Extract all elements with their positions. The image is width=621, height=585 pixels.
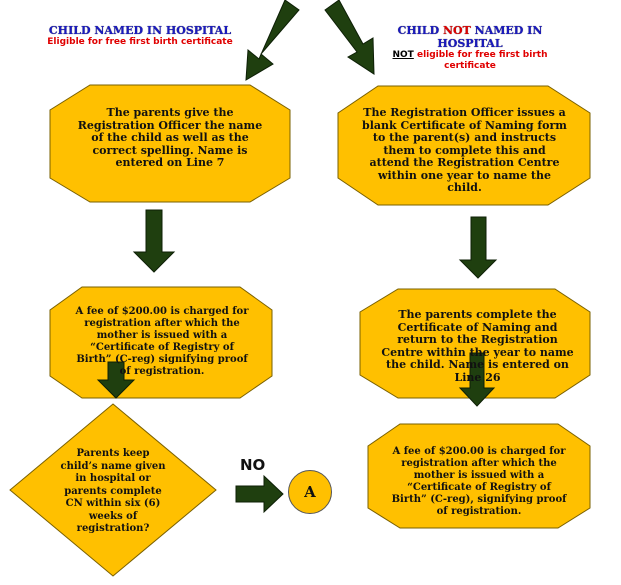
decision-no-label: NO — [240, 456, 266, 474]
right-header — [372, 24, 568, 72]
right-header-subtitle-line2: certificate — [444, 61, 496, 71]
arrow-top-left — [246, 0, 299, 80]
right-header-subtitle-rest: eligible for free first birth — [413, 50, 548, 60]
arrow-top-right — [325, 0, 374, 74]
right-header-subtitle — [372, 50, 568, 72]
box-right-2-text: The parents complete the Certificate of Naming and return to the Registration Centre within the year to name the child. Name is entered on Line 26 — [381, 308, 574, 384]
right-header-title-not: NOT — [443, 24, 471, 37]
arrow-down-right-1 — [460, 217, 496, 278]
decision-text: Parents keep child’s name given in hospital or parents complete CN within six (6) weeks of registration? — [60, 448, 166, 534]
left-header — [40, 24, 240, 48]
connector-a-label: A — [304, 483, 316, 501]
arrow-down-left-1 — [134, 210, 174, 272]
right-header-title-prefix: CHILD — [397, 24, 443, 37]
left-header-title: CHILD NAMED IN HOSPITAL — [48, 24, 232, 37]
left-header-subtitle: Eligible for free first birth certificate — [47, 37, 233, 47]
arrow-right-to-connector — [236, 476, 283, 512]
box-left-1-text: The parents give the Registration Officer the name of the child as well as the correct spelling. Name is entered on Line 7 — [77, 106, 263, 169]
right-header-title — [372, 24, 568, 50]
connector-a — [288, 470, 332, 514]
right-header-subtitle-not: NOT — [392, 50, 414, 60]
box-right-3-text: A fee of $200.00 is charged for registration after which the mother is issued with a “Certificate of Registry of Birth” (C-reg), signifying proof of registration. — [391, 446, 567, 517]
box-right-1-text: The Registration Officer issues a blank Certificate of Naming form to the parent(s) and instructs them to complete this and attend the Registration Centre within one year to name the child. — [362, 106, 567, 194]
box-left-2-text: A fee of $200.00 is charged for registration after which the mother is issued with a “Certificate of Registry of Birth” (C-reg) signifying proof of registration. — [75, 306, 249, 377]
right-header-title-suffix: NAMED IN HOSPITAL — [437, 24, 543, 50]
